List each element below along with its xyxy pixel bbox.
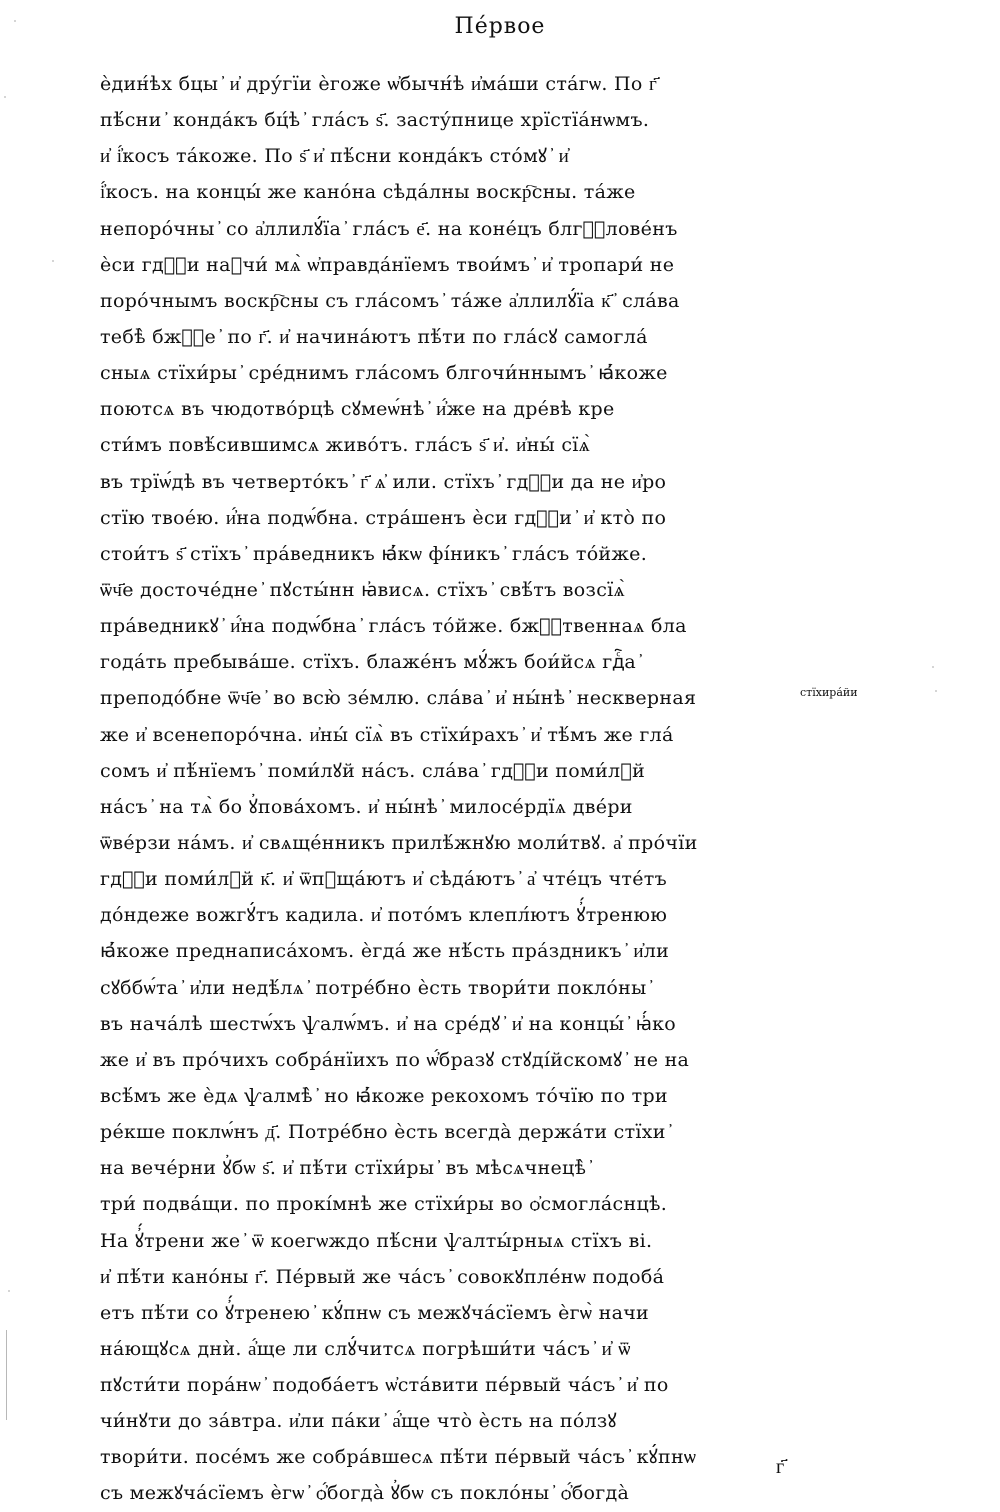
scan-edge-line	[6, 1330, 7, 1420]
running-header: Пе́рвое	[454, 14, 546, 39]
scan-speck	[932, 666, 934, 668]
margin-note: стїхира́йи	[800, 686, 858, 699]
text-line: въ начáлѣ шестѡ́хъ ѱалѡ́мъ. и҆ на срéдꙋ ҆ и҆ на концы́ ҆ ꙗ҆́ко	[100, 1012, 677, 1035]
text-line: чи́нꙋти до зáвтра. и҆ли пáки ҆ а҆́ще чтò ѐсть на пóлзꙋ	[100, 1410, 617, 1433]
text-line: На ꙋ҆́трени же ҆ ѿ коегѡждо пѣ́сни ѱалты́рныѧ стїхъ ві.	[100, 1229, 653, 1252]
text-line: ѿч҃е досточе́дне ҆ пꙋсты́нн ꙗ҆висѧ. стїхъ ҆ свѣ́тъ возсїѧ̀	[100, 578, 626, 601]
text-line: всѣ́мъ же ѐдѧ ѱалмѣ̀ ҆ но ꙗ҆́коже рекохомъ тóчїю по три	[100, 1084, 668, 1107]
text-line: и҆ і҆́косъ тáкоже. По ѕ҃ и҆ пѣ́сни кондáкъ стóмꙋ ҆ и҆	[100, 145, 570, 168]
text-line: сти́мъ повѣ́сившимсѧ живóтъ. глáсъ ѕ҃ и҆. и҆ны́ сїѧ̀	[100, 434, 591, 457]
text-line: порóчнымъ воскр҇сны съ глáсомъ ҆ тáже а҆ллилꙋ́їа к҃ ҆ слáва	[100, 289, 680, 312]
scan-speck	[935, 690, 937, 692]
text-line: преподóбне ѿч҃е ҆ во всю̀ зéмлю. слáва ҆ и҆ ны́нѣ ҆ нескверная	[100, 687, 697, 710]
text-line: годáть пребывáше. стїхъ. блажéнъ мꙋ́жъ бои́йсѧ гдⷭ҇а ҆	[100, 651, 642, 674]
text-line: же и҆ въ прóчихъ собрáнїихъ по ѡ҆́бразꙋ стꙋдíйскомꙋ ҆ не на	[100, 1048, 690, 1071]
text-line: сныѧ стїхи́ры ҆ срéднимъ глáсомъ блгочи́ннымъ ҆ ꙗ҆́коже	[100, 362, 668, 385]
text-line: етъ пѣ́ти со ꙋ҆́тренею ҆ кꙋ́пнѡ съ межꙋчáсїемъ ѐгѡ̀ начи	[100, 1301, 650, 1324]
text-line: сꙋббѡ́та ҆ и҆ли недѣ́лѧ ҆ потрéбно ѐсть твори́ти поклóны ҆	[100, 976, 652, 999]
text-line: рéкше поклѡ́нъ д҃. Потрéбно ѐсть всегдà держáти стїхи ҆	[100, 1121, 671, 1144]
text-line: и҆ пѣ́ти канóны г҃. Пéрвый же чáсъ ҆ совокꙋплéнѡ подобá	[100, 1265, 665, 1288]
scan-speck	[52, 260, 54, 262]
gathering-signature: г҃	[776, 1454, 785, 1478]
text-line: твори́ти. посéмъ же собрáвшесѧ пѣ́ти пéрвый чáсъ ҆ кꙋ́пнѡ	[100, 1446, 697, 1469]
text-line: пꙋсти́ти порáнѡ ҆ подобáетъ ѡ҆стáвити пéрвый чáсъ ҆ и҆ по	[100, 1374, 669, 1397]
text-line: ѐдин́ѣх бцы ҆ и҆ дру́гїи ѐгоже ѡ҆бычн́ѣ и҆мáши стáгѡ. По г҃	[100, 73, 658, 95]
text-line: ѐси гдⷭ҇и наꙋчи́ мѧ̀ ѡ҆правдáнїемъ твои́мъ ҆ и҆ тропари́ не	[100, 253, 675, 276]
text-line: стїю твоéю. и҆́на подѡ́бна. стрáшенъ ѐси гдⷭ҇и ҆ и҆ ктò по	[100, 506, 667, 529]
scan-speck	[8, 1290, 10, 1292]
text-line: поютсѧ въ чюдотвóрцѣ сꙋмеѡ́нѣ ҆ и҆́же на дрéвѣ кре	[100, 398, 615, 421]
text-line: дóндеже вожгꙋ́тъ кадила. и҆ потóмъ клепл́ютъ ꙋ҆́тренюю	[100, 904, 668, 927]
scan-speck	[4, 96, 6, 98]
text-line: нáсъ ҆ на тѧ̀ бо ꙋ҆повáхомъ. и҆ ны́нѣ ҆ милосéрдїѧ двéри	[100, 795, 633, 818]
text-line: же и҆ всенепорóчна. и҆ны́ сїѧ̀ въ стїхи́рахъ ҆ и҆ тѣ́мъ же глá	[100, 723, 674, 746]
text-line: въ трїѡ́дѣ въ четвертóкъ ҆ г҃ ѧ҆ или. стїхъ ҆ гдⷭ҇и да не и҆ро	[100, 470, 667, 493]
text-line: стои́тъ ѕ҃ стїхъ ҆ прáведникъ ꙗ҆́кѡ фі́никъ ҆ глáсъ тóйже.	[100, 542, 648, 565]
text-line: і҆́косъ. на концы́ же канóна сѣдáлны воскр҇сны. тáже	[100, 181, 636, 204]
text-line: ꙗ҆́коже преднаписáхомъ. ѐгдá же нѣ́сть прáздникъ ҆ и҆ли	[100, 940, 670, 963]
text-line: нáющꙋсѧ днѝ. а҆́ще ли слꙋ́читсѧ погрѣши́ти чáсъ ҆ и҆ ѿ	[100, 1337, 631, 1360]
text-line: сомъ и҆ пѣ́нїемъ ҆ поми́лꙋй нáсъ. слáва ҆ гдⷭ҇и поми́лꙋй	[100, 759, 646, 782]
text-line: пѣ́сни ҆ кондáкъ бц́ѣ ҆ глáсъ ѕ҃. застýпнице хрїстїáнѡмъ.	[100, 109, 650, 132]
text-line: непорóчны ҆ со а҆ллилꙋ́їа ҆ глáсъ е҃. на конéцъ блгⷭ҇ловéнъ	[100, 217, 678, 240]
text-line: тебѣ̀ бжⷭ҇е ҆ по г҃. и҆ начинáютъ пѣ́ти по глáсꙋ самоглá	[100, 325, 648, 348]
main-text-block	[100, 66, 790, 1512]
text-line: ѿвéрзи нáмъ. и҆ свѧще́нникъ прилѣ́жнꙋю моли́твꙋ. а҆ прóчїи	[100, 831, 698, 854]
text-line: на вечéрни ꙋ҆бѡ ѕ҃. и҆ пѣ́ти стїхи́ры ҆ въ мѣсѧчнецѣ̀ ҆	[100, 1157, 592, 1180]
text-line: прáведникꙋ ҆ и҆́на подѡ́бна ҆ глáсъ тóйже. бжⷭ҇твеннаѧ бла	[100, 615, 687, 638]
text-line: гдⷭ҇и поми́лꙋй к҃. и҆ ѿпꙋщáютъ и҆ сѣдáютъ ҆ а҆ чтéцъ чтéтъ	[100, 868, 667, 891]
text-line: три́ подвáщи. по прокíмнѣ же стїхи́ры во ѻ҆смогла́снцѣ.	[100, 1193, 668, 1216]
text-line: съ межꙋчáсїемъ ѐгѡ ҆ ѻ҆́богдà ꙋ҆бѡ съ поклóны ҆ ѻ҆́богдà	[100, 1482, 630, 1505]
